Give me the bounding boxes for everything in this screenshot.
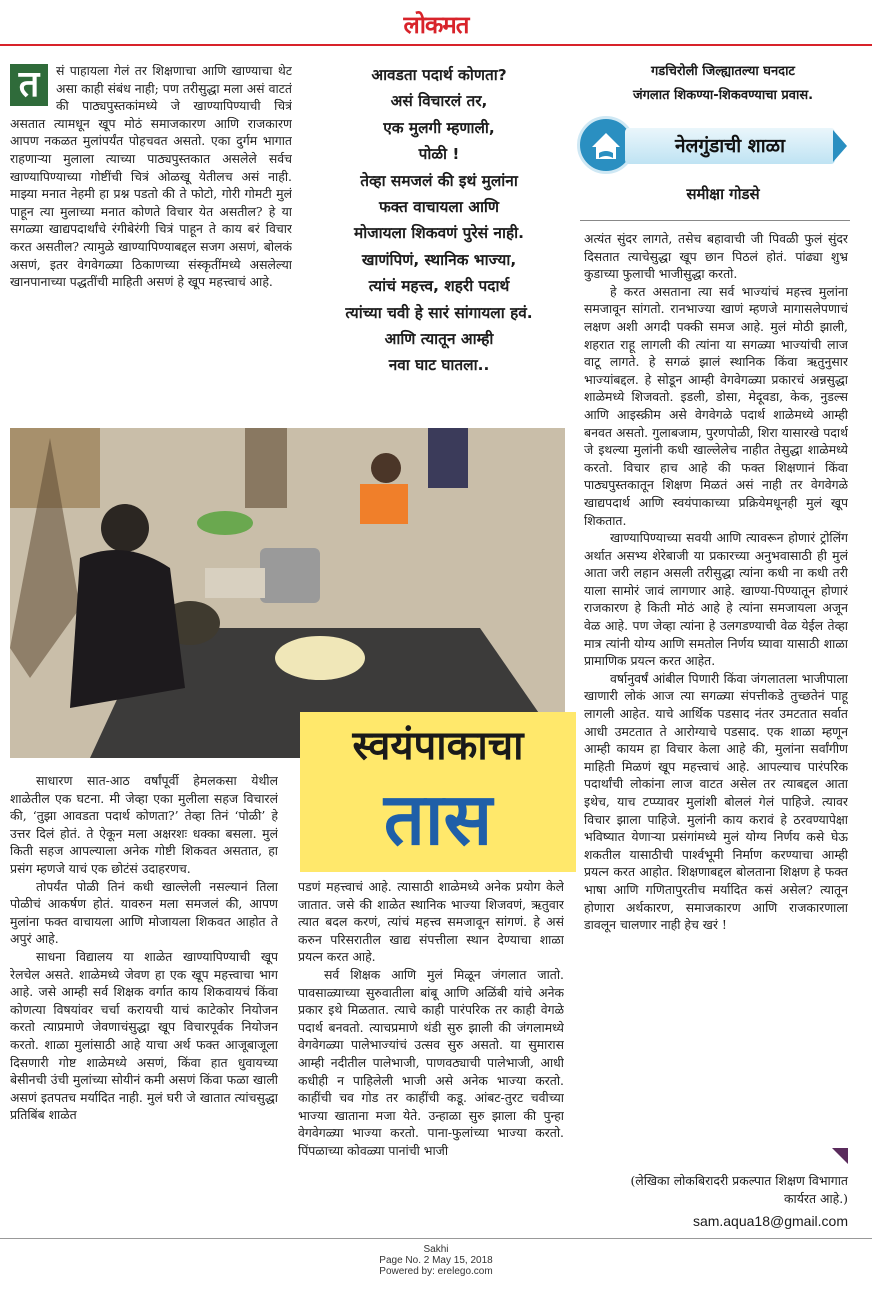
arrow-right-icon bbox=[833, 130, 847, 162]
right-paragraph: वर्षानुवर्षं आंबील पिणारी किंवा जंगलातला भाजीपाला खाणारी लोकं आज त्या सगळ्या संपत्तीकडे तुच्छतेनं पाहू लागली आहेत. याचे आर्थिक पडसाद नंतर उमटतात सर्वात आधी उमटतात ते आरोग्याचे पडसाद. एक शाळा म्हणून आम्ही कायम हा विचार केला आहे की, मुलांना सर्वांगीण माहिती मिळणं खूप महत्त्वाचं आहे. आपल्याच पारंपरिक पदार्थांची लोकांना लाज वाटत असेल तर त्याबद्दल आता इथेच, याच टप्प्यावर मुलांशी बोललं गेलं पाहिजे. त्यावर विचार झाला पाहिजे. मुलांनी काय करावं हे ठरवण्यापेक्षा भविष्यात येणाऱ्या प्रसंगांमध्ये मुलं योग्य निर्णय कसे घेऊ शकतील यासाठीची पार्श्वभूमी निर्माण करण्याचा आम्ही प्रयत्न करत आहोत. शिक्षणाबद्दल बोलताना शिक्षण हे फक्त भाषा आणि गणितापुरतीच मर्यादित कसं असेल? त्यातून होणारा अर्थकारण, समाजकारण आणि राजकारणाला डावलून चालणार नाही हेच खरं ! bbox=[584, 670, 848, 933]
lokmat-logo: लोकमत bbox=[403, 11, 469, 39]
drop-cap: त bbox=[10, 64, 48, 106]
quote-line: पोळी ! bbox=[418, 145, 460, 164]
footer-section: Sakhi bbox=[423, 1244, 449, 1255]
right-paragraph: अत्यंत सुंदर लागते, तसेच बहावाची जी पिवळी फुलं सुंदर दिसतात त्याचेसुद्धा खूप छान पिठलं होतं. पांढ्या शुभ्र कुडाच्या फुलाची भाजीसुद्धा करतो. bbox=[584, 231, 848, 282]
footer-divider bbox=[0, 1238, 872, 1239]
pull-quote bbox=[300, 62, 578, 379]
masthead bbox=[0, 0, 872, 46]
right-column bbox=[584, 230, 848, 1154]
quote-line: नवा घाट घातला.. bbox=[388, 356, 490, 375]
kicker-line: जंगलात शिकण्या-शिकवण्याचा प्रवास. bbox=[632, 88, 814, 103]
headline-line-1: स्वयंपाकाचा bbox=[352, 723, 524, 769]
footer-powered-by: Powered by: erelego.com bbox=[379, 1266, 493, 1277]
quote-line: त्यांचं महत्त्व, शहरी पदार्थ bbox=[368, 277, 510, 296]
quote-line: एक मुलगी म्हणाली, bbox=[383, 118, 495, 137]
middle-bottom-column bbox=[298, 878, 564, 1234]
quote-line: फक्त वाचायला आणि bbox=[378, 198, 500, 217]
photo-scene bbox=[10, 428, 565, 758]
left-paragraph: साधना विद्यालय या शाळेत खाण्यापिण्याची खूप रेलचेल असते. शाळेमध्ये जेवण हा एक खूप महत्त्वाचा भाग आहे. जसे आम्ही सर्व शिक्षक वर्गात काय शिकवायचं किंवा कोणत्या विषयांवर चर्चा करायची याचं काटेकोर नियोजन करतो त्याप्रमाणे जेवणाचंसुद्धा खूप विचारपूर्वक नियोजन करतो. शाळा मुलांसाठी आहे याचा अर्थ फक्त आजूबाजूला दिसणारी गोष्ट शाळेमध्ये असणं, किंवा हात धुवायच्या बेसीनची उंची मुलांच्या सोयीनं कमी असणं किंवा फळा खाली असणं इतपतच मर्यादित नाही. मुलं घरी जे खातात त्यांचसुद्धा प्रतिबिंब शाळेत bbox=[10, 948, 278, 1123]
left-intro-column bbox=[10, 62, 292, 422]
footer bbox=[0, 1244, 872, 1277]
middle-paragraph: सर्व शिक्षक आणि मुलं मिळून जंगलात जातो. पावसाळ्याच्या सुरुवातीला बांबू आणि अळिंबी यांचे अनेक प्रकार इथे मिळतात. त्याचे काही पारंपरिक तर काही वेगळे पदार्थ बनवतो. त्याचप्रमाणे थंडी सुरु झाली की जंगलामध्ये वेगवेगळ्या पालेभाज्यांचं उत्सव सुरु असतो. या सुमारास आम्ही नदीतील पालेभाजी, पाणवठ्याची पालेभाजी, आधी कधीही न पाहिलेली भाजी असे अनेक भाज्या करतो. काहींची चव गोड तर काहींची कडू. आंबट-तुरट चवीच्या भाज्या खाताना मजा येते. उन्हाळा सुरु झाला की पुन्हा वेगवेगळ्या भाज्या करतो. पाना-फुलांच्या भाज्या करतो. पिंपळाच्या कोवळ्या पानांची भाजी bbox=[298, 966, 564, 1158]
cooking-photo bbox=[10, 428, 565, 758]
quote-line: त्यांच्या चवी हे सारं सांगायला हवं. bbox=[345, 303, 533, 322]
right-paragraph: हे करत असताना त्या सर्व भाज्यांचं महत्त्व मुलांना समजावून सांगतो. रानभाज्या खाणं म्हणजे मागासलेपणाचं लक्षण अशी अगदी पक्की समज आहे. मुलं मोठी झाली, शहरात राहू लागली की त्यांना या सगळ्या भाज्यांची लाज वाटू लागते. हे सगळं झालं स्थानिक किंवा ऋतुनुसार भाज्यांबद्दल. हे सोडून आम्ही वेगवेगळ्या प्रकारचं अन्नसुद्धा शाळेमध्ये शिजवतो. इडली, डोसा, मेदूवडा, केक, नुडल्स आणि आइस्क्रीम असे वेगवेगळे पदार्थ शाळेमध्ये आम्ही बनवत असतो. गुलाबजाम, पुरणपोळी, शिरा यासारखे पदार्थ जे इथल्या मुलांनी कधी खाल्लेलेच नाहीत तेसुद्धा शाळेमध्ये करतो. विचार हाच आहे की फक्त शिक्षणानं किंवा पाठ्यपुस्तकातून शिक्षण मिळतं असं नाही तर वेगवेगळे खाद्यपदार्थ आणि स्वयंपाकाच्या प्रक्रियेमधूनही मुलं खूप शिकतात. bbox=[584, 283, 848, 528]
quote-line: असं विचारलं तर, bbox=[390, 92, 488, 111]
quote-line: आणि त्यातून आम्ही bbox=[384, 330, 494, 349]
quote-line: खाणंपिणं, स्थानिक भाज्या, bbox=[361, 250, 517, 269]
right-paragraph: खाण्यापिण्याच्या सवयी आणि त्यावरून होणारं ट्रोलिंग अर्थात असभ्य शेरेबाजी या प्रकारच्या अनुभवासाठी ही मुलं आता जरी लहान असली तरीसुद्धा त्यांना कधी ना कधी तरी याला सामोरं जावं लागणार आहे. खाण्या-पिण्यातून होणारं राजकारण हे किती मोठं आहे हे त्यांना समजायला अजून वेळ आहे. पण जेव्हा त्यांना हे उलगडण्याची वेळ येईल तेव्हा मात्र त्यांनी योग्य आणि समतोल निर्णय घ्यावा यासाठी शाळा प्रामाणिक प्रयत्न करत आहेत. bbox=[584, 530, 848, 669]
kicker bbox=[580, 60, 866, 108]
quote-line: आवडता पदार्थ कोणता? bbox=[371, 66, 507, 84]
middle-paragraph: पडणं महत्त्वाचं आहे. त्यासाठी शाळेमध्ये अनेक प्रयोग केले जातात. जसे की शाळेत स्थानिक भाज्या शिजवणं, ऋतुवार त्यात बदल करणं, त्यांचं महत्त्व समजावून सांगणं. हे असं करुन परिसरातील खाद्य संपत्तीला स्थान देण्याचा शाळा प्रयत्न करत आहे. bbox=[298, 879, 564, 965]
kicker-line: गडचिरोली जिल्ह्यातल्या घनदाट bbox=[650, 64, 795, 79]
banner-title: नेलगुंडाची शाळा bbox=[625, 128, 835, 164]
author-name: समीक्षा गोडसे bbox=[686, 185, 760, 203]
headline-box bbox=[300, 712, 576, 872]
quote-line: मोजायला शिकवणं पुरेसं नाही. bbox=[354, 224, 524, 243]
intro-paragraph: सं पाहायला गेलं तर शिक्षणाचा आणि खाण्याचा थेट असा काही संबंध नाही; पण तरीसुद्धा मला असं वाटतं की पाठ्यपुस्तकांमध्ये जे खाण्यापिण्याची चित्रं असतात त्यामधून खूप मोठं समाजकारण आणि राजकारण आपण नकळत मुलांपर्यंत पोहचवत असतो. एका दुर्गम भागात राहणाऱ्या मुलाला त्याच्या पाठ्यपुस्तकात असलेले सर्वच खाण्यापिण्याच्या गोष्टींची चित्रं ओळखू येतीलच असं नाही. माझ्या मनात नेहमी हा प्रश्न पडतो की ते फोटो, गोरी गोमटी मुलं पाहून त्या मुलाच्या मनात कोणते विचार येत असतील? हे या सगळ्या खाद्यपदार्थांचे रंगीबेरंगी चित्रं पाहून ते काय बरं विचार करत असतील? त्यामुळे खाण्यापिण्याबद्दल सजग असणं, बोलकं असणं, इतर वेगवेगळ्या ठिकाणच्या संस्कृतींमध्ये असलेल्या खानपानाच्या पद्धतींची माहिती असणं हे खूप महत्त्वाचं आहे. bbox=[10, 63, 292, 290]
footer-page-date: Page No. 2 May 15, 2018 bbox=[379, 1255, 493, 1266]
left-bottom-column bbox=[10, 772, 278, 1234]
headline-line-2: तास bbox=[383, 777, 493, 861]
author-note: (लेखिका लोकबिरादरी प्रकल्पात शिक्षण विभागात कार्यरत आहे.) bbox=[630, 1173, 848, 1206]
left-paragraph: साधारण सात-आठ वर्षांपूर्वी हेमलकसा येथील शाळेतील एक घटना. मी जेव्हा एका मुलीला सहज विचारलं की, ‘तुझा आवडता पदार्थ कोणता?’ तेव्हा तिनं ‘पोळी’ हे उत्तर दिलं होतं. ते ऐकून मला अक्षरशः धक्का बसला. मुलं किती सहज आपल्याला अनेक गोष्टी शिकवत असतात, हा प्रसंग म्हणजे याचं एक छोटंसं उदाहरणच. bbox=[10, 773, 278, 876]
end-mark-icon bbox=[832, 1148, 848, 1164]
left-paragraph: तोपर्यंत पोळी तिनं कधी खाल्लेली नसल्यानं तिला पोळीचं आकर्षण होतं. यावरुन मला समजलं की, आपण मुलांना फक्त वाचायला आणि मोजायला शिकवत आहोत ते अपुरं आहे. bbox=[10, 878, 278, 947]
quote-line: तेव्हा समजलं की इथं मुलांना bbox=[360, 171, 518, 190]
divider bbox=[580, 220, 850, 221]
column-banner bbox=[577, 116, 853, 176]
author-email[interactable]: sam.aqua18@gmail.com bbox=[692, 1213, 848, 1229]
